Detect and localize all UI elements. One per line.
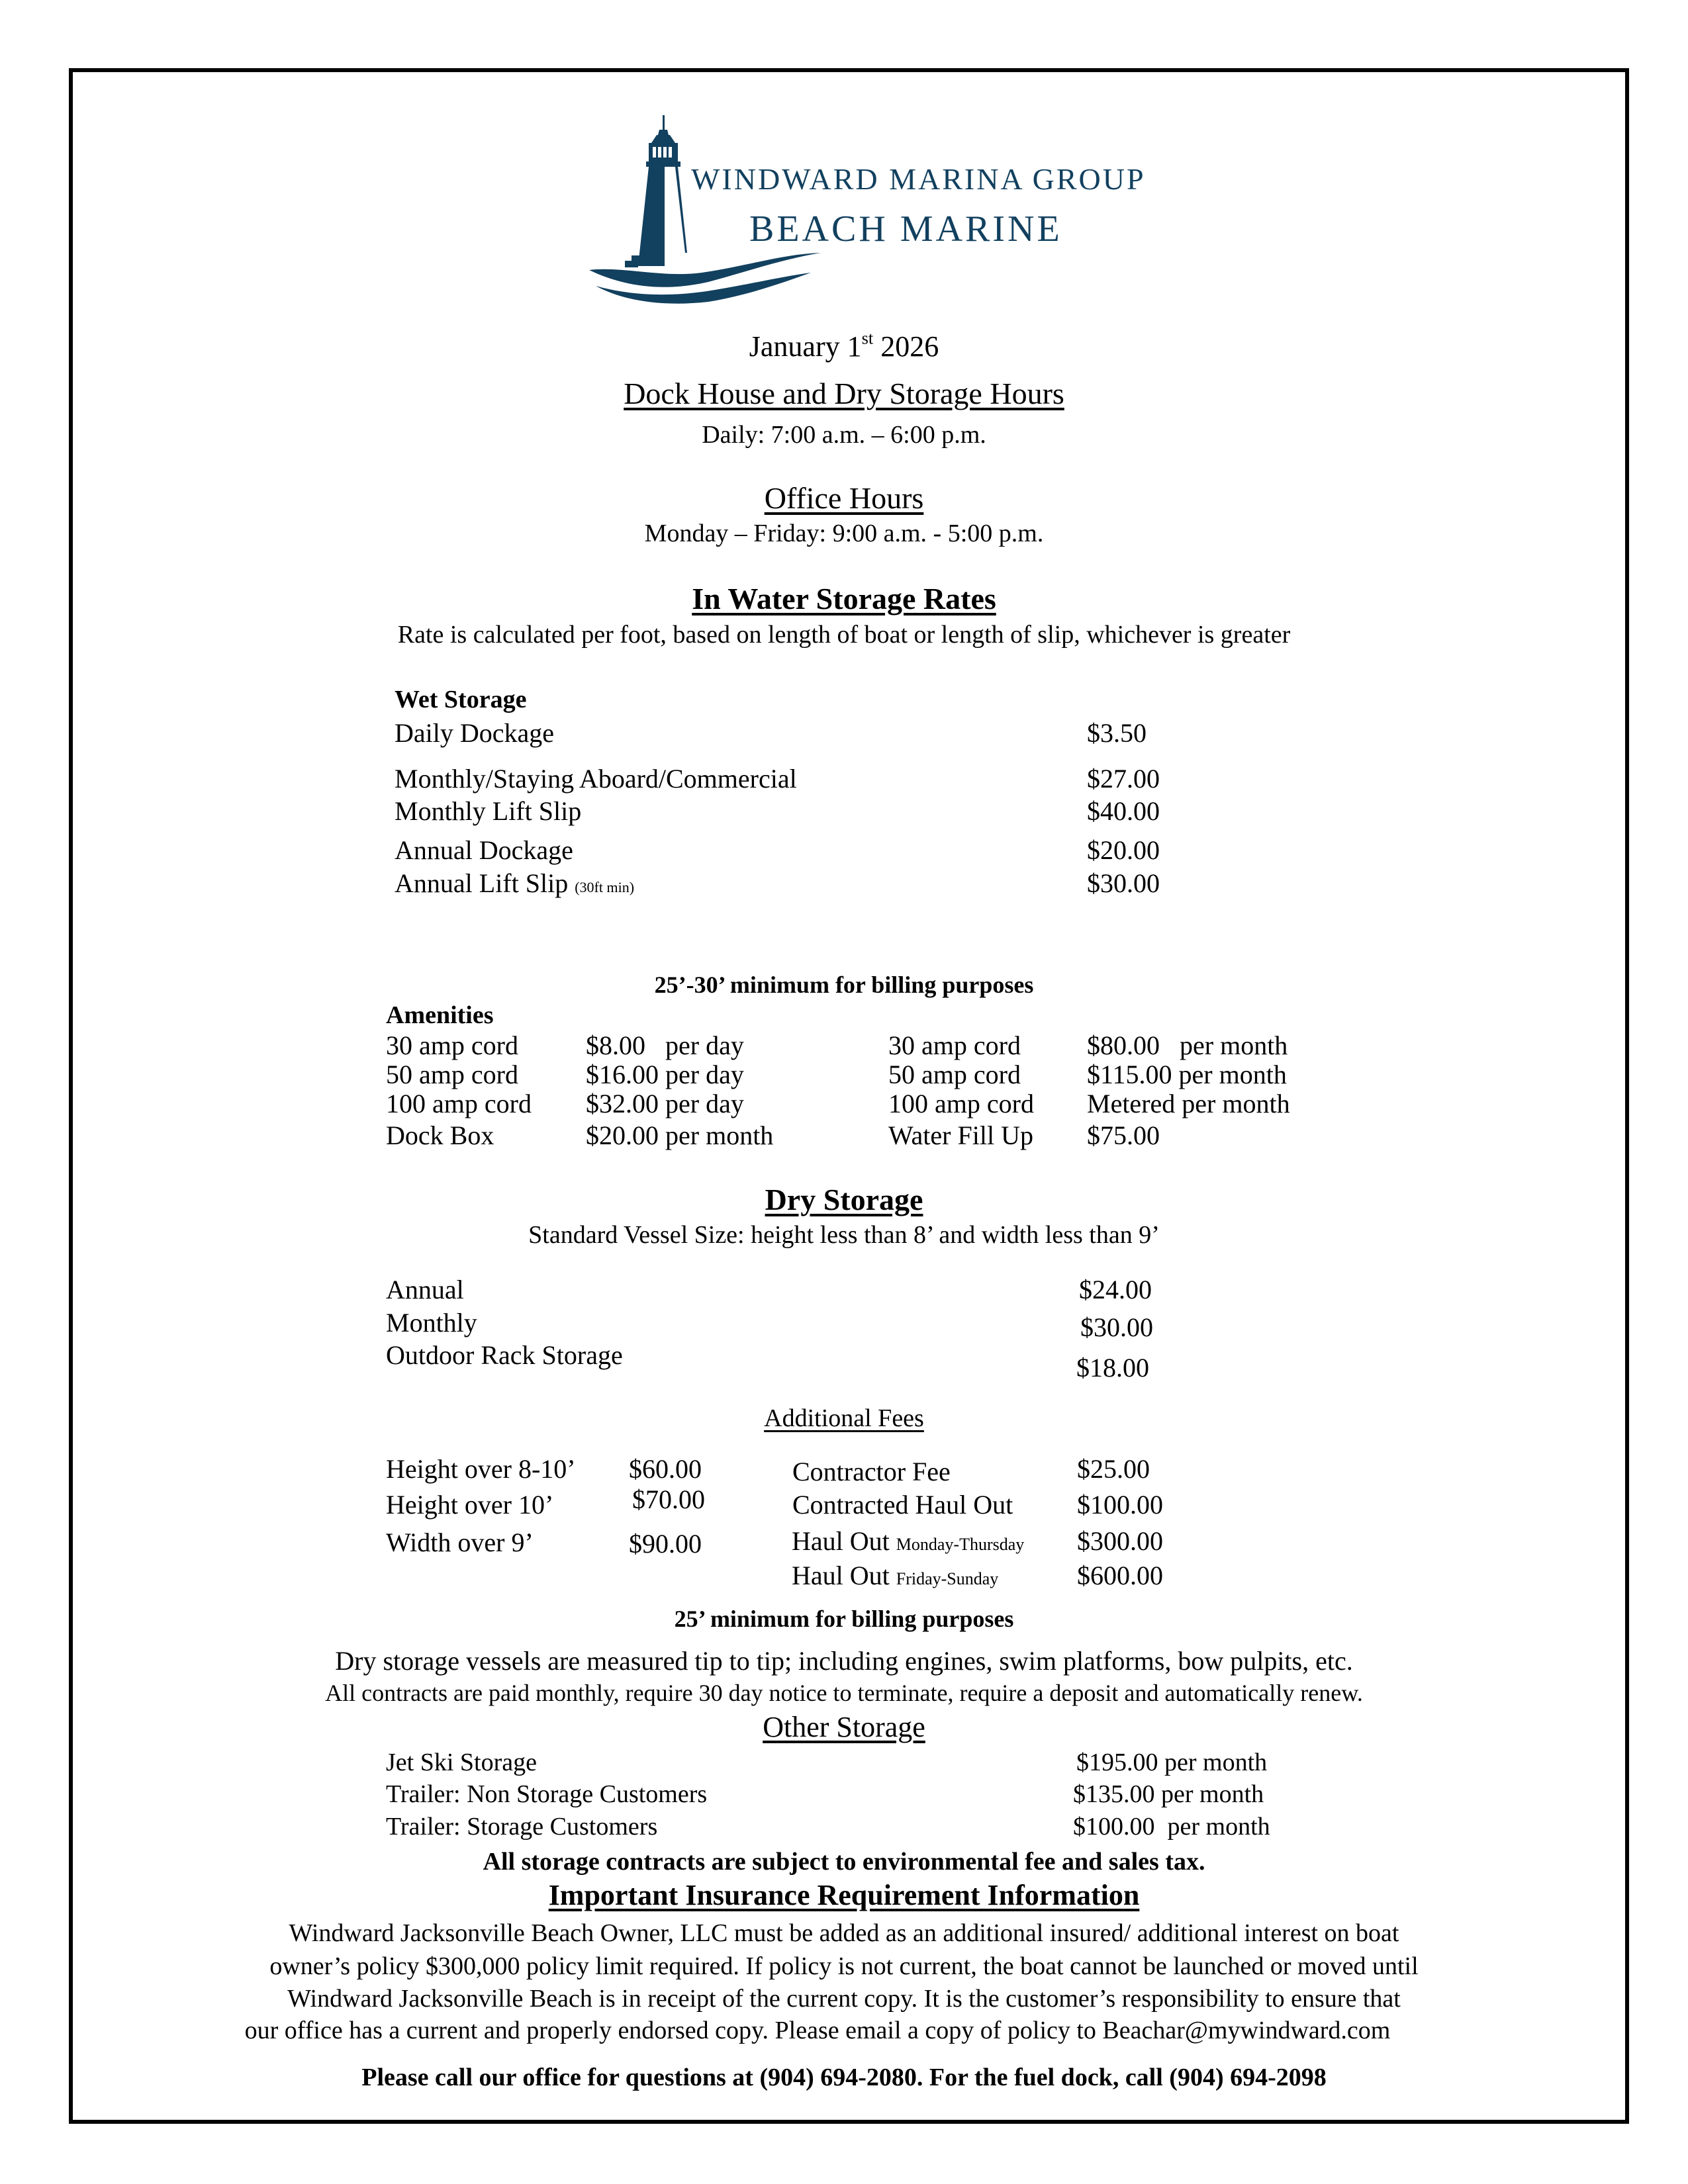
in-water-subtitle: Rate is calculated per foot, based on length of boat or length of slip, whichever is greater <box>397 621 1291 649</box>
measure-note: Dry storage vessels are measured tip to tip; including engines, swim platforms, bow pulpits, etc. <box>335 1646 1353 1676</box>
other-storage-title: Other Storage <box>763 1711 925 1743</box>
fee-label: Width over 9’ <box>386 1527 534 1557</box>
insurance-line: our office has a current and properly endorsed copy. Please email a copy of policy to Beachar@mywindward.com <box>244 2017 1391 2044</box>
insurance-line: Windward Jacksonville Beach is in receipt of the current copy. It is the customer’s responsibility to ensure that <box>287 1985 1401 2013</box>
rate-label: Annual Lift Slip (30ft min) <box>395 868 635 898</box>
dry-rate-label: Outdoor Rack Storage <box>386 1340 623 1370</box>
dry-storage-subtitle: Standard Vessel Size: height less than 8’ and width less than 9’ <box>528 1221 1160 1249</box>
dry-rate-label: Annual <box>386 1275 464 1304</box>
rate-price: $30.00 <box>1087 868 1160 898</box>
amenity-price: $115.00 per month <box>1087 1060 1287 1089</box>
amenity-label: 50 amp cord <box>888 1060 1021 1089</box>
fee-note: Monday-Thursday <box>896 1535 1025 1554</box>
amenity-label: 30 amp cord <box>386 1030 518 1060</box>
insurance-line: owner’s policy $300,000 policy limit required. If policy is not current, the boat cannot be launched or moved until <box>269 1952 1419 1980</box>
tax-note: All storage contracts are subject to environmental fee and sales tax. <box>483 1848 1205 1876</box>
fee-price: $300.00 <box>1077 1526 1163 1556</box>
dry-rate-price: $30.00 <box>1080 1312 1153 1342</box>
fee-label: Contractor Fee <box>792 1457 951 1486</box>
insurance-title: Important Insurance Requirement Information <box>548 1879 1140 1911</box>
effective-date: January 1st 2026 <box>749 328 939 363</box>
insurance-line: Windward Jacksonville Beach Owner, LLC must be added as an additional insured/ additional interest on boat <box>289 1919 1399 1947</box>
in-water-minimum-note: 25’-30’ minimum for billing purposes <box>654 972 1034 998</box>
dry-storage-title: Dry Storage <box>765 1183 923 1216</box>
dry-rate-price: $18.00 <box>1076 1353 1149 1383</box>
fee-price: $60.00 <box>629 1454 702 1484</box>
rate-label: Monthly Lift Slip <box>395 796 582 826</box>
rate-note: (30ft min) <box>575 879 635 895</box>
contact-footer: Please call our office for questions at (904) 694-2080. For the fuel dock, call (904) 694-2098 <box>361 2064 1327 2091</box>
logo-group-name: WINDWARD MARINA GROUP <box>691 162 1146 196</box>
office-hours-title: Office Hours <box>764 481 924 515</box>
fee-label: Height over 8-10’ <box>386 1454 576 1484</box>
other-label: Trailer: Storage Customers <box>386 1813 658 1841</box>
amenity-label: 30 amp cord <box>888 1030 1021 1060</box>
amenity-label: Water Fill Up <box>888 1120 1033 1150</box>
contracts-note: All contracts are paid monthly, require 30 day notice to terminate, require a deposit and automatically renew. <box>325 1680 1363 1706</box>
amenity-label: Dock Box <box>386 1120 494 1150</box>
amenity-price: $75.00 <box>1087 1120 1160 1150</box>
fee-price: $25.00 <box>1077 1454 1150 1484</box>
amenity-price: $8.00 per day <box>586 1030 744 1060</box>
wet-storage-heading: Wet Storage <box>395 686 527 713</box>
amenity-price: Metered per month <box>1087 1089 1290 1118</box>
dock-hours-value: Daily: 7:00 a.m. – 6:00 p.m. <box>702 421 986 449</box>
rate-price: $27.00 <box>1087 764 1160 794</box>
other-price: $135.00 per month <box>1073 1780 1264 1808</box>
fee-note: Friday-Sunday <box>896 1569 999 1588</box>
amenity-price: $16.00 per day <box>586 1060 744 1089</box>
dry-rate-price: $24.00 <box>1079 1275 1152 1304</box>
dock-hours-title: Dock House and Dry Storage Hours <box>624 377 1064 410</box>
fee-price: $70.00 <box>632 1484 705 1514</box>
other-price: $195.00 per month <box>1076 1749 1268 1776</box>
amenity-label: 100 amp cord <box>386 1089 532 1118</box>
other-label: Trailer: Non Storage Customers <box>386 1780 708 1808</box>
dry-minimum-note: 25’ minimum for billing purposes <box>674 1606 1014 1632</box>
fee-price: $90.00 <box>629 1529 702 1559</box>
amenity-price: $20.00 per month <box>586 1120 774 1150</box>
dry-rate-label: Monthly <box>386 1308 477 1338</box>
rate-price: $3.50 <box>1087 718 1147 748</box>
rate-label: Annual Dockage <box>395 835 573 865</box>
fee-price: $600.00 <box>1077 1561 1163 1590</box>
fee-label: Contracted Haul Out <box>792 1490 1013 1520</box>
fee-label: Haul Out Friday-Sunday <box>792 1561 999 1590</box>
amenity-price: $32.00 per day <box>586 1089 744 1118</box>
other-label: Jet Ski Storage <box>386 1749 537 1776</box>
fee-label: Haul Out Monday-Thursday <box>792 1526 1025 1556</box>
fee-label: Height over 10’ <box>386 1490 554 1520</box>
amenity-price: $80.00 per month <box>1087 1030 1288 1060</box>
amenity-label: 100 amp cord <box>888 1089 1034 1118</box>
office-hours-value: Monday – Friday: 9:00 a.m. - 5:00 p.m. <box>644 520 1044 547</box>
rate-label: Monthly/Staying Aboard/Commercial <box>395 764 797 794</box>
in-water-title: In Water Storage Rates <box>692 582 996 615</box>
additional-fees-title: Additional Fees <box>764 1404 924 1432</box>
amenity-label: 50 amp cord <box>386 1060 518 1089</box>
rate-price: $40.00 <box>1087 796 1160 826</box>
fee-price: $100.00 <box>1077 1490 1163 1520</box>
rate-price: $20.00 <box>1087 835 1160 865</box>
other-price: $100.00 per month <box>1073 1813 1270 1841</box>
rate-label: Daily Dockage <box>395 718 555 748</box>
amenities-heading: Amenities <box>386 1001 494 1029</box>
logo-marina-name: BEACH MARINE <box>749 208 1062 250</box>
